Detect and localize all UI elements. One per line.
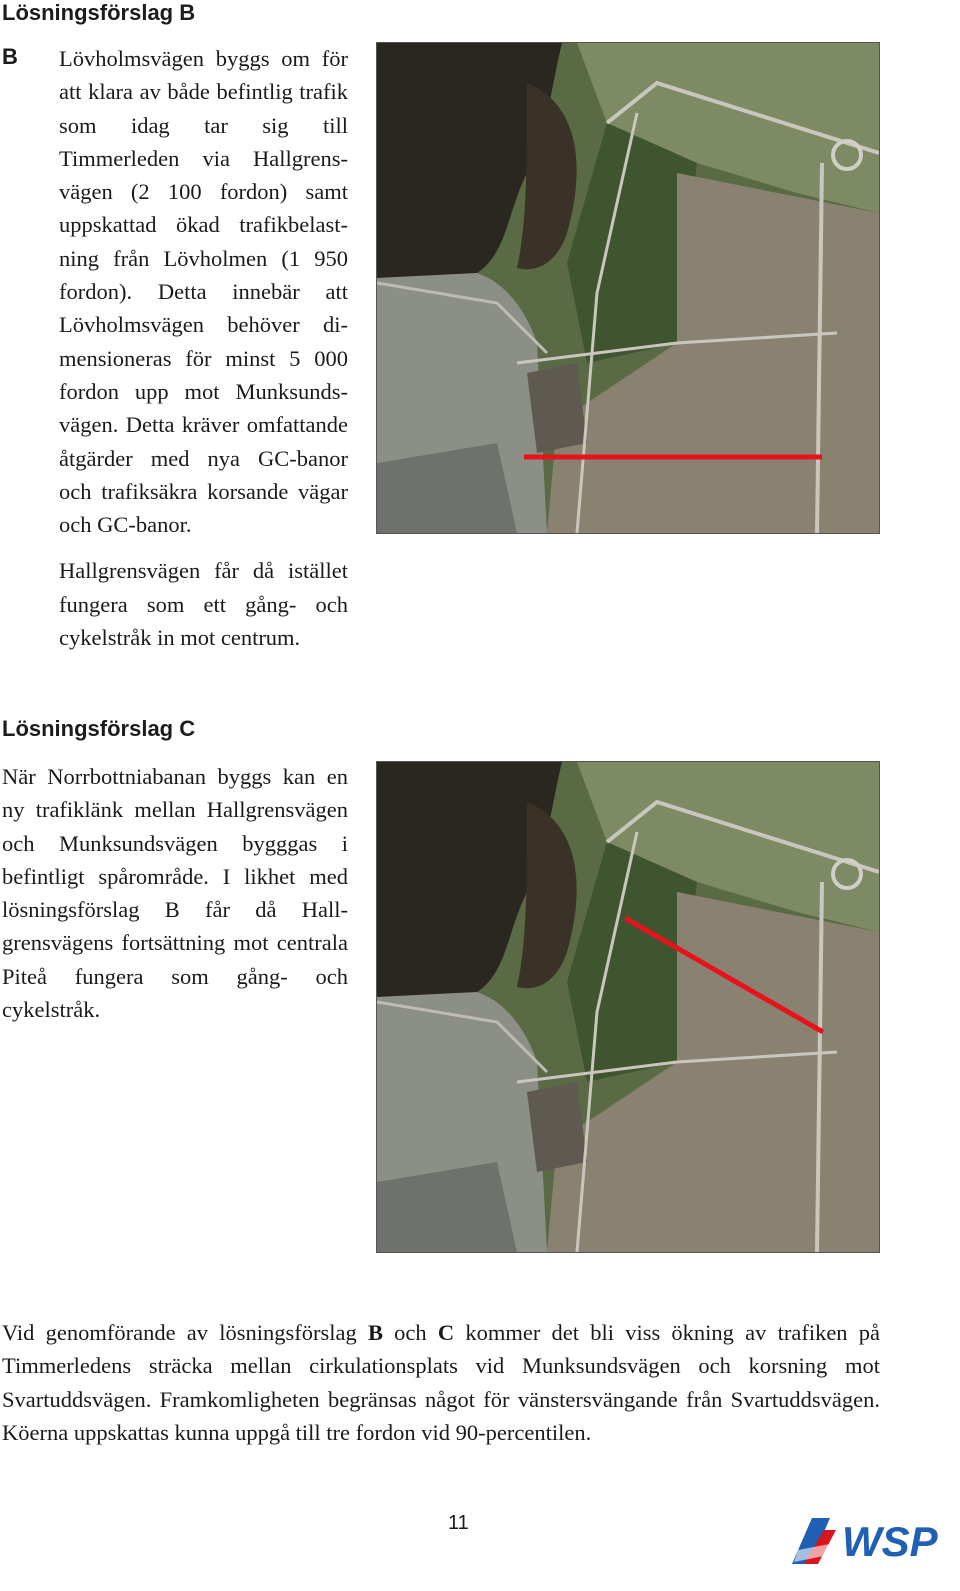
- section-b-paragraph-1: Lövholmsvägen byggs om för att klara av både befintlig trafik som idag tar sig till Timmerleden via Hallgrensvägen (2 100 fordon) samt uppskattad ökad trafikbelastning från Lövholmen (1 950 fordon). Detta innebär att Lövholmsvägen behöver dimensioneras för minst 5 000 fordon upp mot Munksundsvägen. Detta kräver omfattande åtgärder med nya GC-banor och trafiksäkra korsande vägar och GC-banor.: [59, 46, 348, 538]
- section-b-marker: B: [2, 44, 18, 69]
- section-c-paragraph-1: När Norrbottniabanan byggs kan en ny trafiklänk mellan Hallgrensvägen och Munksundsvägen bygggas i befintligt spårområde. I likhet med lösningsförslag B får då Hallgrensvägens fortsättning mot centrala Piteå fungera som gång- och cykelstråk.: [2, 764, 348, 1023]
- aerial-map-b: [376, 42, 880, 534]
- section-b-paragraph-2: Hallgrensvägen får då istället fungera som ett gång- och cykelstråk in mot centrum.: [59, 558, 348, 651]
- aerial-map-c: [376, 761, 880, 1253]
- aerial-map-c-image: [377, 762, 879, 1252]
- wsp-logo: [790, 1510, 948, 1566]
- section-b-text: [59, 42, 348, 654]
- summary-bold-b: B: [367, 1320, 383, 1345]
- wsp-logo-icon: [790, 1510, 948, 1566]
- aerial-map-b-image: [377, 43, 879, 533]
- page-number: 11: [448, 1512, 469, 1534]
- section-c-heading: Lösningsförslag C: [2, 716, 196, 741]
- summary-bold-c: C: [437, 1320, 455, 1345]
- section-c-text: [2, 760, 348, 1026]
- summary-text-2: och: [382, 1320, 438, 1345]
- section-b-heading: Lösningsförslag B: [2, 0, 196, 25]
- summary-text-3: kommer det bli viss ökning av trafiken på Timmerledens sträcka mellan cirkulationsplats vid Munksundsvägen och korsning mot Svartuddsvägen. Framkomligheten begränsas något för vänstersvängande från Svartuddsvägen. Köerna uppskattas kunna uppgå till tre fordon vid 90-percentilen.: [2, 1320, 881, 1445]
- wsp-logo-text: WSP: [842, 1518, 938, 1565]
- summary-text-1: Vid genomförande av lösningsförslag: [2, 1320, 368, 1345]
- summary-paragraph: [2, 1316, 880, 1449]
